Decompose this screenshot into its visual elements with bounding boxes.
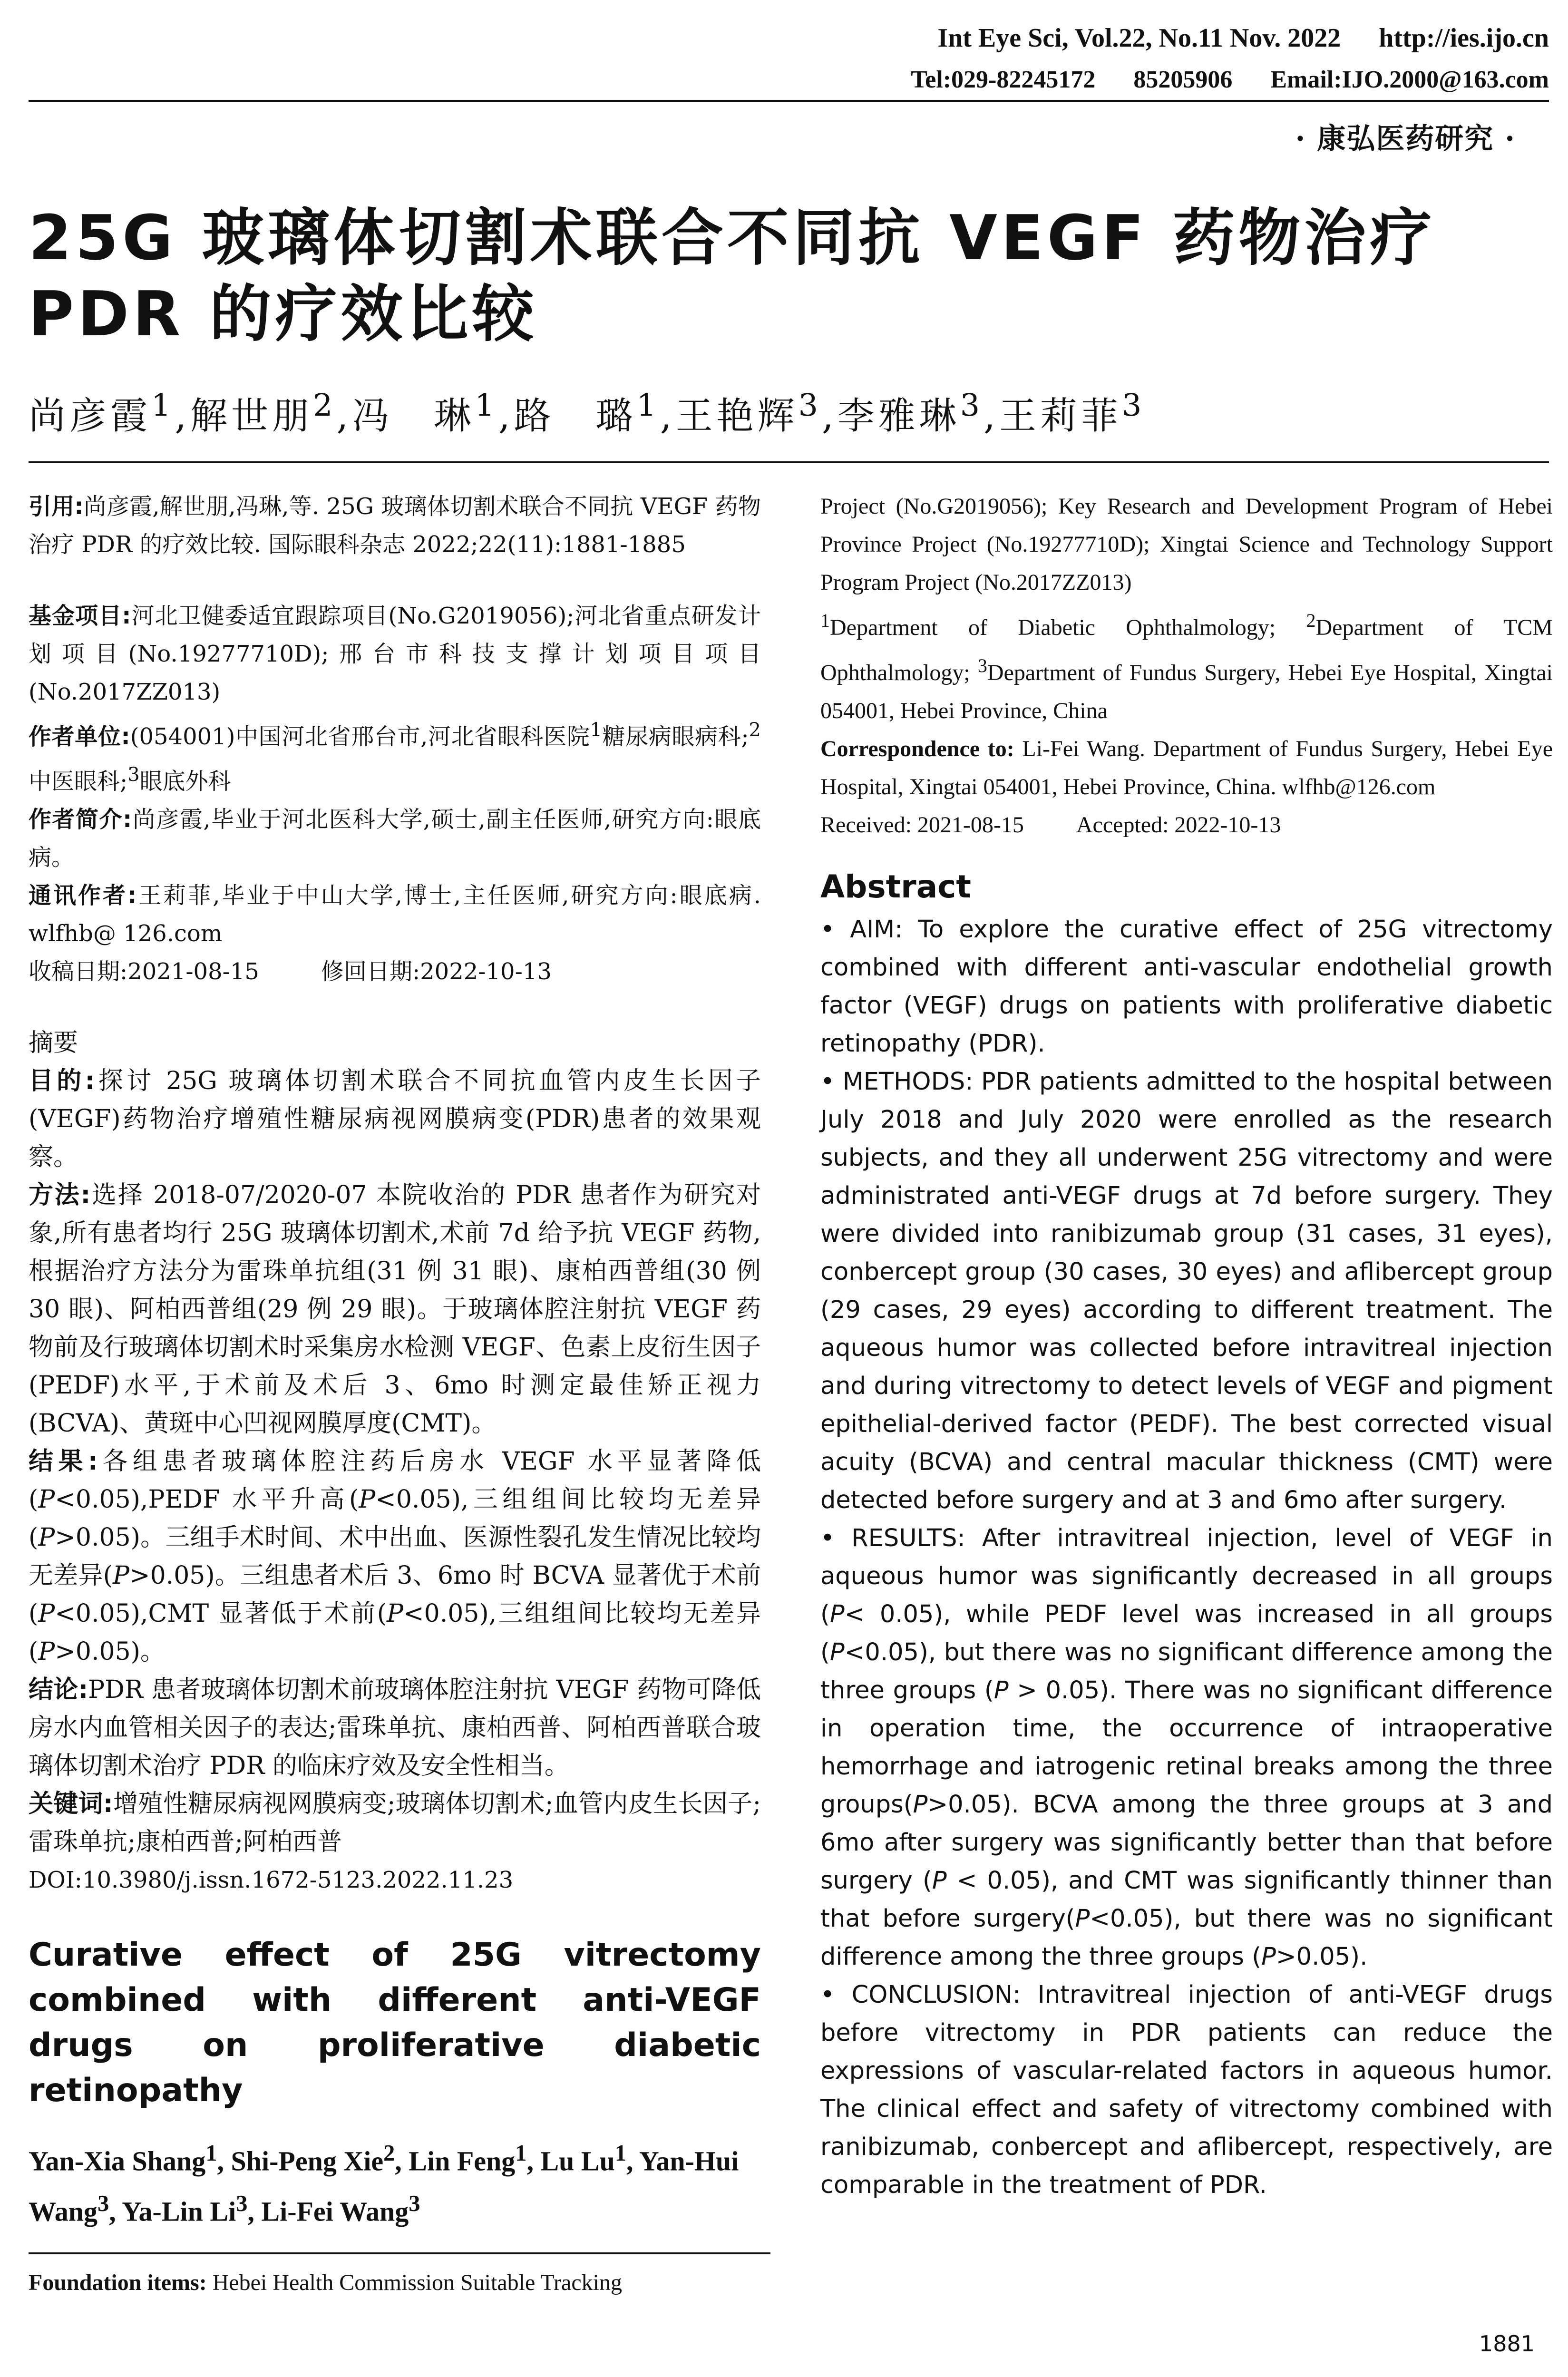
corresponding-author: 通讯作者:王莉菲,毕业于中山大学,博士,主任医师,研究方向:眼底病. wlfhb@ 126.com [29,882,761,947]
en-aim: • AIM: To explore the curative effect of 25G vitrectomy combined with different anti-vascular endothelial growth factor (VEGF) drugs on patients with proliferative diabetic retinopathy (PDR). [820,916,1553,1058]
en-accepted: Accepted: 2022-10-13 [1076,812,1281,838]
cn-conclusion: 结论:PDR 患者玻璃体切割术前玻璃体腔注射抗 VEGF 药物可降低房水内血管相关因子的表达;雷珠单抗、康柏西普、阿柏西普联合玻璃体切割术治疗 PDR 的临床疗效及安全性相当。 [29,1676,761,1780]
fund-info: 基金项目:河北卫健委适宜跟踪项目(No.G2019056);河北省重点研发计划项目(No.19277710D);邢台市科技支撑计划项目项目(No.2017ZZ013) [29,603,761,705]
cn-results: 结果:各组患者玻璃体腔注药后房水 VEGF 水平显著降低(P<0.05),PEDF 水平升高(P<0.05),三组组间比较均无差异(P>0.05)。三组手术时间、术中出血、医源性裂孔发生情况比较均无差异(P>0.05)。三组患者术后 3、6mo 时 BCVA 显著优于术前(P<0.05),CMT 显著低于术前(P<0.05),三组组间比较均无差异(P>0.05)。 [29,1447,761,1666]
journal-tel: Tel:029-82245172 [911,66,1096,93]
journal-header [937,25,1549,51]
left-column [29,487,761,2302]
foundation-items-cont: Project (No.G2019056); Key Research and Development Program of Hebei Province Project (No.19277710D); Xingtai Science and Technology Support Program Project (No.2017ZZ013) [820,494,1553,595]
cn-dates [29,953,761,991]
received-date: 收稿日期:2021-08-15 [29,958,259,985]
abstract-heading: Abstract [820,868,971,905]
right-column [820,487,1553,2204]
journal-contact [911,68,1549,92]
en-conclusion: • CONCLUSION: Intravitreal injection of anti-VEGF drugs before vitrectomy in PDR patients can reduce the expressions of vascular-related factors in aqueous humor. The clinical effect and safety of vitrectomy combined with ranibizumab, conbercept and aflibercept, respectively, are comparable in the treatment of PDR. [820,1981,1553,2199]
en-dates [820,806,1553,844]
page-number: 1881 [1479,2331,1535,2357]
doi[interactable]: DOI:10.3980/j.issn.1672-5123.2022.11.23 [29,1867,514,1893]
en-received: Received: 2021-08-15 [820,812,1024,838]
english-authors: Yan-Xia Shang$^1$, Shi-Peng Xie$^2$, Lin Feng$^1$, Lu Lu$^1$, Yan-Hui Wang$^3$, Ya-Lin Li$^3$, Li-Fei Wang$^3$ [29,2141,739,2227]
journal-tel2: 85205906 [1133,66,1233,93]
author-list: 尚彦霞$^1$,解世朋$^2$,冯 琳$^1$,路 璐$^1$,王艳辉$^3$,李雅琳$^3$,王莉菲$^3$ [29,388,1146,438]
cn-methods: 方法:选择 2018-07/2020-07 本院收治的 PDR 患者作为研究对象,所有患者均行 25G 玻璃体切割术,术前 7d 给予抗 VEGF 药物,根据治疗方法分为雷珠单抗组(31 例 31 眼)、康柏西普组(30 例 30 眼)、阿柏西普组(29 例 29 眼)。于玻璃体腔注射抗 VEGF 药物前及行玻璃体切割术时采集房水检测 VEGF、色素上皮衍生因子(PEDF)水平,于术前及术后 3、6mo 时测定最佳矫正视力(BCVA)、黄斑中心凹视网膜厚度(CMT)。 [29,1181,761,1438]
departments: $^1$Department of Diabetic Ophthalmology; $^2$Department of TCM Ophthalmology; $^3$Department of Fundus Surgery, Hebei Eye Hospital, Xingtai 054001, Hebei Province, China [820,610,1553,723]
author-bio: 作者简介:尚彦霞,毕业于河北医科大学,硕士,副主任医师,研究方向:眼底病。 [29,806,761,871]
en-results: • RESULTS: After intravitreal injection, level of VEGF in aqueous humor was significantly decreased in all groups (P< 0.05), while PEDF level was increased in all groups (P<0.05), but there was no significant difference among the three groups (P > 0.05). There was no significant difference in operation time, the occurrence of intraoperative hemorrhage and iatrogenic retinal breaks among the three groups(P>0.05). BCVA among the three groups at 3 and 6mo after surgery was significantly better than that before surgery (P < 0.05), and CMT was significantly thinner than that before surgery(P<0.05), but there was no significant difference among the three groups (P>0.05). [820,1524,1553,1971]
correspondence: Correspondence to: Li-Fei Wang. Department of Fundus Surgery, Hebei Eye Hospital, Xingtai 054001, Hebei Province, China. wlfhb@126.com [820,736,1553,799]
en-methods: • METHODS: PDR patients admitted to the hospital between July 2018 and July 2020 were enrolled as the research subjects, and they all underwent 25G vitrectomy and were administrated anti-VEGF drugs at 7d before surgery. They were divided into ranibizumab group (31 cases, 31 eyes), conbercept group (30 cases, 30 eyes) and aflibercept group (29 cases, 29 eyes) according to different treatment. The aqueous humor was collected before intravitreal injection and during vitrectomy to detect levels of VEGF and pigment epithelial-derived factor (PEDF). The best corrected visual acuity (BCVA) and central macular thickness (CMT) were detected before surgery and at 3 and 6mo after surgery. [820,1068,1553,1514]
journal-citation: Int Eye Sci, Vol.22, No.11 Nov. 2022 [937,23,1341,53]
journal-url[interactable]: http://ies.ijo.cn [1379,23,1549,53]
section-label: · 康弘医药研究 · [1295,122,1516,156]
article-title: 25G 玻璃体切割术联合不同抗 VEGF 药物治疗 PDR 的疗效比较 [29,202,1436,350]
cn-aim: 目的:探讨 25G 玻璃体切割术联合不同抗血管内皮生长因子(VEGF)药物治疗增殖性糖尿病视网膜病变(PDR)患者的效果观察。 [29,1067,761,1171]
author-unit: 作者单位:(054001)中国河北省邢台市,河北省眼科医院$^1$糖尿病眼病科;$^2$中医眼科;$^3$眼底外科 [29,719,761,795]
citation: 引用:尚彦霞,解世朋,冯琳,等. 25G 玻璃体切割术联合不同抗 VEGF 药物治疗 PDR 的疗效比较. 国际眼科杂志 2022;22(11):1881-1885 [29,493,761,558]
header-rule [29,100,1549,102]
journal-email[interactable]: Email:IJO.2000@163.com [1270,66,1549,93]
foundation-items: Foundation items: Hebei Health Commission Suitable Tracking [29,2270,622,2295]
revised-date: 修回日期:2022-10-13 [321,958,552,985]
title-rule [29,461,1549,463]
cn-keywords: 关键词:增殖性糖尿病视网膜病变;玻璃体切割术;血管内皮生长因子;雷珠单抗;康柏西普;阿柏西普 [29,1790,761,1856]
english-title: Curative effect of 25G vitrectomy combined with different anti-VEGF drugs on proliferative diabetic retinopathy [29,1936,761,2109]
cn-abstract-heading: 摘要 [29,1029,78,1057]
